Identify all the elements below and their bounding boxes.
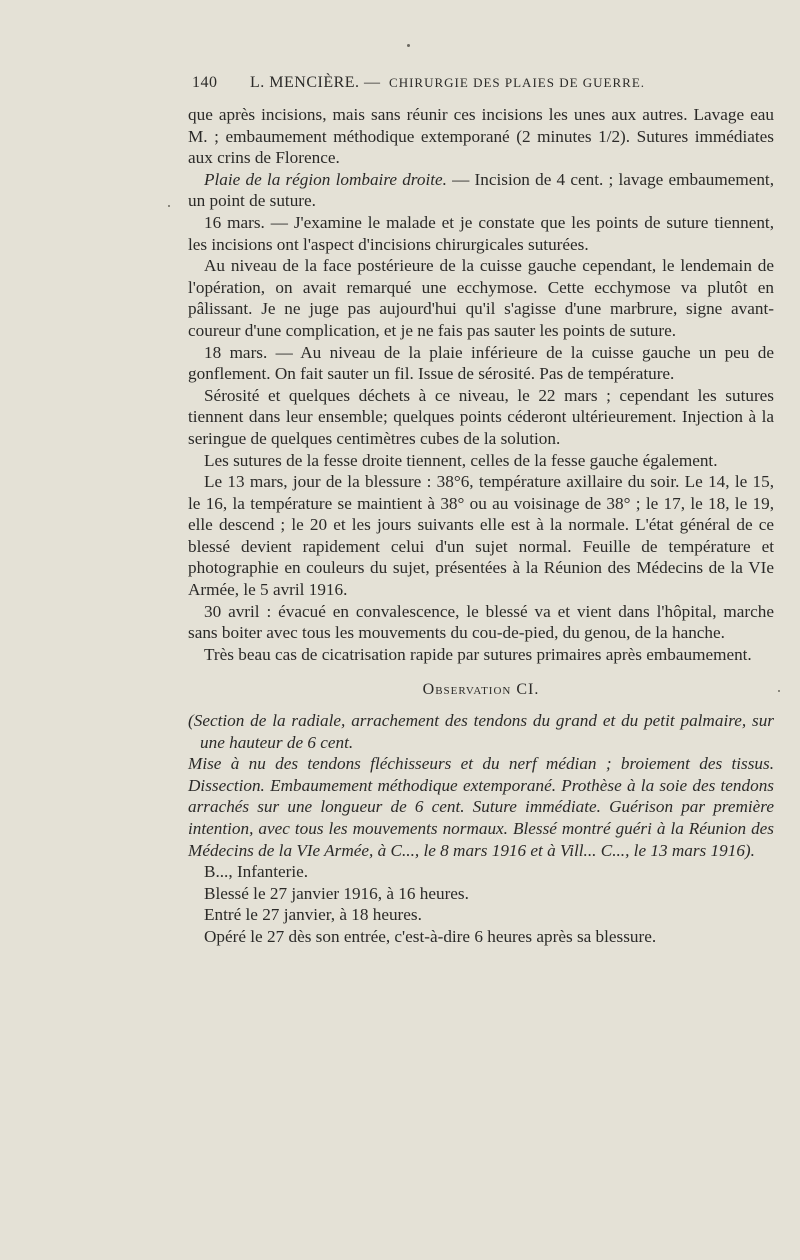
- detail-line: Entré le 27 janvier, à 18 heures.: [204, 905, 422, 925]
- paragraph: Le 13 mars, jour de la blessure : 38°6, température axillaire du soir. Le 14, le 15, le 16, la température se maintient à 38° ou au voisinage de 38° ; le 17, le 18, le 19, elle descend ; le 20 et les jours suivants elle est à la normale. L'état général de ce blessé devient rapidement celui d'un sujet normal. Feuille de température et photographie en couleurs du sujet, présentées à la Réunion des Médecins de la VIe Armée, le 5 avril 1916.: [188, 472, 774, 600]
- running-header: [192, 74, 772, 92]
- paragraph: 30 avril : évacué en convalescence, le blessé va et vient dans l'hôpital, marche sans boiter avec tous les mouvements du cou-de-pied, du genou, de la hanche.: [188, 601, 774, 643]
- paragraph: 18 mars. — Au niveau de la plaie inférieure de la cuisse gauche un peu de gonflement. On fait sauter un fil. Issue de sérosité. Pas de température.: [188, 342, 774, 384]
- header-author: L. MENCIÈRE. —: [250, 74, 381, 91]
- paper-speck: [407, 44, 410, 47]
- paragraph: Les sutures de la fesse droite tiennent, celles de la fesse gauche également.: [204, 450, 718, 470]
- paper-speck: [778, 690, 780, 692]
- detail-line: Blessé le 27 janvier 1916, à 16 heures.: [204, 883, 469, 903]
- page-number: 140: [192, 74, 218, 91]
- observation-summary: (Section de la radiale, arrachement des tendons du grand et du petit palmaire, sur une hauteur de 6 cent.: [188, 711, 774, 752]
- observation-title: Observation CI.: [422, 681, 540, 699]
- paragraph: Au niveau de la face postérieure de la cuisse gauche cependant, le lendemain de l'opération, on avait remarqué une ecchymose. Cette ecchymose va plutôt en pâlissant. Je ne juge pas aujourd'hui qu'il s'agisse d'une marbrure, signe avant-coureur d'une complication, et je ne fais pas sauter les points de suture.: [188, 256, 774, 340]
- paragraph: que après incisions, mais sans réunir ces incisions les unes aux autres. Lavage eau M. ; embaumement méthodique extemporané (2 minutes 1/2). Sutures immédiates aux crins de Florence.: [188, 105, 774, 168]
- paper-speck: [168, 205, 170, 207]
- paragraph-text: — Incision de 4 cent. ; lavage embaumement, un point de suture.: [188, 169, 774, 211]
- paragraph-lombaire: [188, 169, 774, 212]
- detail-line: Opéré le 27 dès son entrée, c'est-à-dire 6 heures après sa blessure.: [204, 926, 657, 946]
- italic-lead: Plaie de la région lombaire droite.: [204, 169, 447, 189]
- body-text: [188, 104, 774, 948]
- detail-line: B..., Infanterie.: [204, 862, 309, 882]
- observation-summary: Mise à nu des tendons fléchisseurs et du nerf médian ; broiement des tissus. Dissection. Embaumement méthodique extemporané. Prothèse à la soie des tendons arrachés sur une longueur de 6 cent. Suture immédiate. Guérison par première intention, avec tous les mouvements normaux. Blessé montré guéri à la Réunion des Médecins de la VIe Armée, à C..., le 8 mars 1916 et à Vill... C..., le 13 mars 1916).: [188, 754, 774, 860]
- paragraph: Très beau cas de cicatrisation rapide par sutures primaires après embaumement.: [204, 644, 752, 664]
- paragraph: 16 mars. — J'examine le malade et je constate que les points de suture tiennent, les incisions ont l'aspect d'incisions chirurgicales suturées.: [188, 212, 774, 254]
- patient-details: [188, 861, 774, 947]
- paragraph: Sérosité et quelques déchets à ce niveau, le 22 mars ; cependant les sutures tiennent dans leur ensemble; quelques points céderont ultérieurement. Injection à la seringue de quelques centimètres cubes de la solution.: [188, 385, 774, 448]
- header-title: CHIRURGIE DES PLAIES DE GUERRE.: [389, 75, 646, 90]
